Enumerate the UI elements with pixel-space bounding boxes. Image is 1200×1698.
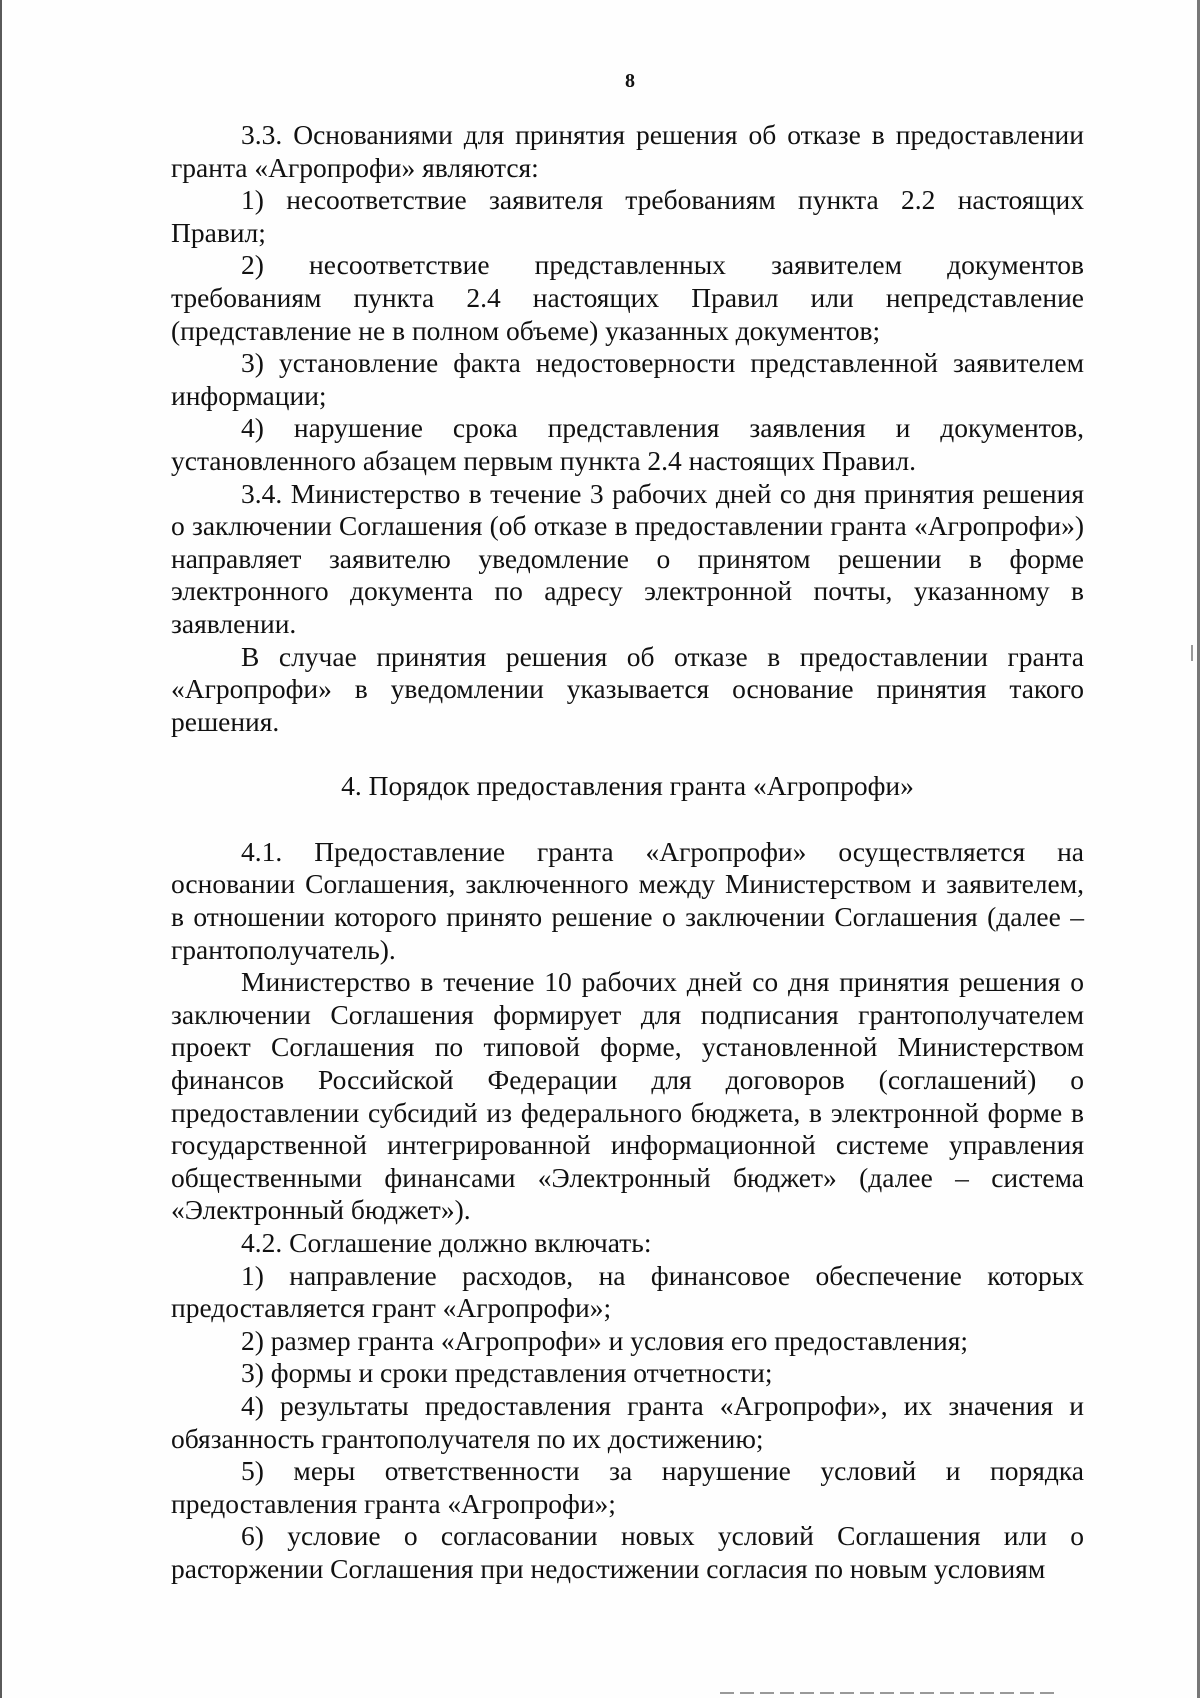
paragraph-4-1: 4.1. Предоставление гранта «Агропрофи» осуществляется на основании Соглашения, заключенного между Министерством и заявителем, в отношении которого принято решение о заключении Соглашения (далее – грантополучатель). [171, 835, 1084, 965]
list-item-4-2-5: 5) меры ответственности за нарушение условий и порядка предоставления гранта «Агропрофи»; [171, 1455, 1084, 1519]
scan-artifact-line [720, 1692, 1060, 1694]
list-item-4-2-2: 2) размер гранта «Агропрофи» и условия его предоставления; [241, 1324, 969, 1356]
list-item-3-3-3: 3) установление факта недостоверности представленной заявителем информации; [171, 347, 1084, 411]
page-number: 8 [625, 70, 635, 92]
scan-edge-left [0, 0, 2, 1698]
paragraph-3-4: 3.4. Министерство в течение 3 рабочих дней со дня принятия решения о заключении Соглашения (об отказе в предоставлении гранта «Агропрофи») направляет заявителю уведомление о принятом решении в форме электронного документа по адресу электронной почты, указанному в заявлении. [171, 477, 1084, 639]
list-item-4-2-4: 4) результаты предоставления гранта «Агропрофи», их значения и обязанность грантополучателя по их достижению; [171, 1389, 1084, 1454]
document-body [171, 119, 1084, 1586]
paragraph-4-2: 4.2. Соглашение должно включать: [241, 1227, 652, 1258]
list-item-4-2-6: 6) условие о согласовании новых условий Соглашения или о расторжении Соглашения при недостижении согласия по новым условиям [171, 1520, 1084, 1584]
list-item-3-3-1: 1) несоответствие заявителя требованиям пункта 2.2 настоящих Правил; [171, 184, 1084, 248]
scan-mark [1191, 645, 1193, 661]
list-item-4-2-3: 3) формы и сроки представления отчетности; [241, 1357, 773, 1389]
paragraph-4-1-ministry: Министерство в течение 10 рабочих дней со дня принятия решения о заключении Соглашения формирует для подписания грантополучателем проект Соглашения по типовой форме, установленной Министерством финансов Российской Федерации для договоров (соглашений) о предоставлении субсидий из федерального бюджета, в электронной форме в государственной интегрированной информационной системе управления общественными финансами «Электронный бюджет» (далее – система «Электронный бюджет»). [171, 966, 1084, 1226]
list-item-3-3-4: 4) нарушение срока представления заявления и документов, установленного абзацем первым пункта 2.4 настоящих Правил. [171, 412, 1084, 476]
list-item-3-3-2: 2) несоответствие представленных заявителем документов требованиям пункта 2.4 настоящих Правил или непредставление (представление не в полном объеме) указанных документов; [171, 249, 1084, 346]
list-item-4-2-1: 1) направление расходов, на финансовое обеспечение которых предоставляется грант «Агропрофи»; [171, 1259, 1084, 1324]
section-heading-4: 4. Порядок предоставления гранта «Агропрофи» [341, 770, 914, 802]
paragraph-3-3: 3.3. Основаниями для принятия решения об отказе в предоставлении гранта «Агропрофи» являются: [171, 119, 1084, 183]
paragraph-3-4-refusal: В случае принятия решения об отказе в предоставлении гранта «Агропрофи» в уведомлении указывается основание принятия такого решения. [171, 640, 1084, 737]
